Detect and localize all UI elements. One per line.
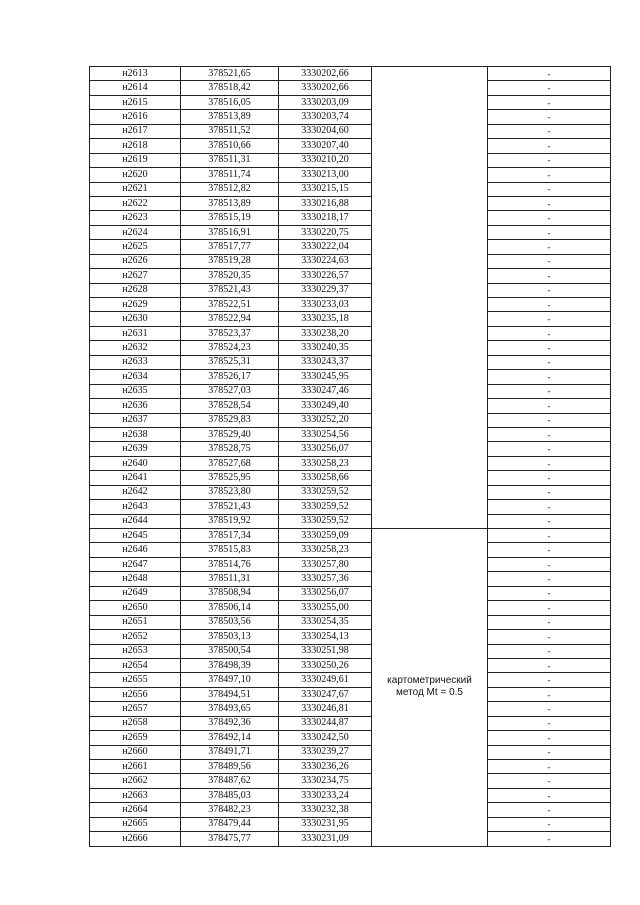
point-name-cell: н2614 [90,81,181,95]
x-coordinate-cell: 378527,03 [181,384,279,398]
y-coordinate-cell: 3330231,95 [279,817,372,831]
point-name-cell: н2663 [90,788,181,802]
accuracy-cell: - [488,543,611,557]
y-coordinate-cell: 3330258,66 [279,471,372,485]
x-coordinate-cell: 378529,40 [181,427,279,441]
accuracy-cell: - [488,370,611,384]
y-coordinate-cell: 3330239,27 [279,745,372,759]
accuracy-cell: - [488,196,611,210]
coordinates-table [89,66,611,847]
y-coordinate-cell: 3330251,98 [279,644,372,658]
x-coordinate-cell: 378522,94 [181,312,279,326]
accuracy-cell: - [488,760,611,774]
point-name-cell: н2660 [90,745,181,759]
table-row [90,760,611,774]
table-row [90,298,611,312]
point-name-cell: н2616 [90,110,181,124]
x-coordinate-cell: 378515,83 [181,543,279,557]
table-row [90,644,611,658]
x-coordinate-cell: 378520,35 [181,269,279,283]
table-row [90,442,611,456]
accuracy-cell: - [488,630,611,644]
accuracy-cell: - [488,774,611,788]
point-name-cell: н2631 [90,326,181,340]
table-row [90,687,611,701]
accuracy-cell: - [488,326,611,340]
x-coordinate-cell: 378528,75 [181,442,279,456]
x-coordinate-cell: 378487,62 [181,774,279,788]
table-row [90,139,611,153]
x-coordinate-cell: 378521,43 [181,500,279,514]
y-coordinate-cell: 3330256,07 [279,586,372,600]
table-row [90,341,611,355]
y-coordinate-cell: 3330257,80 [279,557,372,571]
point-name-cell: н2620 [90,168,181,182]
y-coordinate-cell: 3330254,13 [279,630,372,644]
point-name-cell: н2639 [90,442,181,456]
accuracy-cell: - [488,716,611,730]
point-name-cell: н2661 [90,760,181,774]
table-row [90,399,611,413]
x-coordinate-cell: 378511,31 [181,572,279,586]
table-row [90,601,611,615]
table-row [90,326,611,340]
table-row [90,211,611,225]
y-coordinate-cell: 3330215,15 [279,182,372,196]
point-name-cell: н2654 [90,658,181,672]
x-coordinate-cell: 378482,23 [181,803,279,817]
x-coordinate-cell: 378523,80 [181,485,279,499]
table-row [90,774,611,788]
x-coordinate-cell: 378511,52 [181,124,279,138]
point-name-cell: н2651 [90,615,181,629]
accuracy-cell: - [488,687,611,701]
table-row [90,615,611,629]
point-name-cell: н2658 [90,716,181,730]
y-coordinate-cell: 3330204,60 [279,124,372,138]
y-coordinate-cell: 3330254,35 [279,615,372,629]
point-name-cell: н2634 [90,370,181,384]
accuracy-cell: - [488,557,611,571]
y-coordinate-cell: 3330220,75 [279,225,372,239]
y-coordinate-cell: 3330259,52 [279,500,372,514]
point-name-cell: н2626 [90,254,181,268]
point-name-cell: н2650 [90,601,181,615]
x-coordinate-cell: 378516,91 [181,225,279,239]
accuracy-cell: - [488,341,611,355]
y-coordinate-cell: 3330258,23 [279,456,372,470]
accuracy-cell: - [488,139,611,153]
table-row [90,413,611,427]
y-coordinate-cell: 3330233,24 [279,788,372,802]
x-coordinate-cell: 378522,51 [181,298,279,312]
x-coordinate-cell: 378516,05 [181,95,279,109]
accuracy-cell: - [488,110,611,124]
x-coordinate-cell: 378497,10 [181,673,279,687]
x-coordinate-cell: 378511,31 [181,153,279,167]
accuracy-cell: - [488,572,611,586]
accuracy-cell: - [488,702,611,716]
x-coordinate-cell: 378529,83 [181,413,279,427]
accuracy-cell: - [488,731,611,745]
accuracy-cell: - [488,817,611,831]
accuracy-cell: - [488,124,611,138]
table-row [90,312,611,326]
y-coordinate-cell: 3330247,67 [279,687,372,701]
y-coordinate-cell: 3330235,18 [279,312,372,326]
x-coordinate-cell: 378527,68 [181,456,279,470]
table-row [90,384,611,398]
accuracy-cell: - [488,615,611,629]
accuracy-cell: - [488,442,611,456]
x-coordinate-cell: 378489,56 [181,760,279,774]
point-name-cell: н2649 [90,586,181,600]
x-coordinate-cell: 378493,65 [181,702,279,716]
accuracy-cell: - [488,168,611,182]
y-coordinate-cell: 3330257,36 [279,572,372,586]
point-name-cell: н2630 [90,312,181,326]
table-row [90,557,611,571]
table-row [90,702,611,716]
point-name-cell: н2622 [90,196,181,210]
y-coordinate-cell: 3330218,17 [279,211,372,225]
accuracy-cell: - [488,413,611,427]
x-coordinate-cell: 378513,89 [181,196,279,210]
table-row [90,95,611,109]
table-row [90,254,611,268]
accuracy-cell: - [488,312,611,326]
point-name-cell: н2666 [90,832,181,846]
point-name-cell: н2627 [90,269,181,283]
y-coordinate-cell: 3330210,20 [279,153,372,167]
accuracy-cell: - [488,427,611,441]
accuracy-cell: - [488,832,611,846]
y-coordinate-cell: 3330232,38 [279,803,372,817]
x-coordinate-cell: 378518,42 [181,81,279,95]
y-coordinate-cell: 3330252,20 [279,413,372,427]
x-coordinate-cell: 378503,56 [181,615,279,629]
accuracy-cell: - [488,95,611,109]
y-coordinate-cell: 3330247,46 [279,384,372,398]
accuracy-cell: - [488,514,611,528]
y-coordinate-cell: 3330245,95 [279,370,372,384]
table-row [90,716,611,730]
y-coordinate-cell: 3330243,37 [279,355,372,369]
point-name-cell: н2638 [90,427,181,441]
table-row [90,543,611,557]
method-cell: картометрический метод Mt = 0.5 [372,529,488,847]
point-name-cell: н2655 [90,673,181,687]
y-coordinate-cell: 3330213,00 [279,168,372,182]
point-name-cell: н2633 [90,355,181,369]
table-row [90,269,611,283]
table-row [90,124,611,138]
point-name-cell: н2615 [90,95,181,109]
x-coordinate-cell: 378500,54 [181,644,279,658]
y-coordinate-cell: 3330222,04 [279,240,372,254]
accuracy-cell: - [488,153,611,167]
accuracy-cell: - [488,298,611,312]
x-coordinate-cell: 378519,28 [181,254,279,268]
point-name-cell: н2653 [90,644,181,658]
y-coordinate-cell: 3330259,52 [279,514,372,528]
table-row [90,81,611,95]
y-coordinate-cell: 3330254,56 [279,427,372,441]
x-coordinate-cell: 378523,37 [181,326,279,340]
point-name-cell: н2629 [90,298,181,312]
x-coordinate-cell: 378521,43 [181,283,279,297]
x-coordinate-cell: 378514,76 [181,557,279,571]
table-row [90,153,611,167]
accuracy-cell: - [488,500,611,514]
accuracy-cell: - [488,182,611,196]
table-row [90,731,611,745]
accuracy-cell: - [488,601,611,615]
accuracy-cell: - [488,67,611,81]
y-coordinate-cell: 3330202,66 [279,81,372,95]
accuracy-cell: - [488,644,611,658]
y-coordinate-cell: 3330202,66 [279,67,372,81]
point-name-cell: н2636 [90,399,181,413]
accuracy-cell: - [488,240,611,254]
x-coordinate-cell: 378510,66 [181,139,279,153]
coordinates-table-body [90,67,611,847]
point-name-cell: н2632 [90,341,181,355]
table-row [90,485,611,499]
y-coordinate-cell: 3330216,88 [279,196,372,210]
y-coordinate-cell: 3330229,37 [279,283,372,297]
y-coordinate-cell: 3330250,26 [279,658,372,672]
y-coordinate-cell: 3330249,61 [279,673,372,687]
point-name-cell: н2644 [90,514,181,528]
table-row [90,514,611,528]
y-coordinate-cell: 3330255,00 [279,601,372,615]
y-coordinate-cell: 3330203,09 [279,95,372,109]
y-coordinate-cell: 3330224,63 [279,254,372,268]
point-name-cell: н2664 [90,803,181,817]
x-coordinate-cell: 378475,77 [181,832,279,846]
table-row [90,370,611,384]
point-name-cell: н2646 [90,543,181,557]
y-coordinate-cell: 3330203,74 [279,110,372,124]
table-row [90,196,611,210]
point-name-cell: н2662 [90,774,181,788]
x-coordinate-cell: 378519,92 [181,514,279,528]
x-coordinate-cell: 378494,51 [181,687,279,701]
table-row [90,500,611,514]
x-coordinate-cell: 378485,03 [181,788,279,802]
point-name-cell: н2621 [90,182,181,196]
accuracy-cell: - [488,81,611,95]
accuracy-cell: - [488,225,611,239]
x-coordinate-cell: 378525,31 [181,355,279,369]
y-coordinate-cell: 3330256,07 [279,442,372,456]
table-row [90,817,611,831]
x-coordinate-cell: 378511,74 [181,168,279,182]
x-coordinate-cell: 378498,39 [181,658,279,672]
table-row [90,182,611,196]
point-name-cell: н2635 [90,384,181,398]
x-coordinate-cell: 378479,44 [181,817,279,831]
point-name-cell: н2642 [90,485,181,499]
point-name-cell: н2656 [90,687,181,701]
point-name-cell: н2625 [90,240,181,254]
y-coordinate-cell: 3330231,09 [279,832,372,846]
accuracy-cell: - [488,529,611,543]
point-name-cell: н2647 [90,557,181,571]
table-row [90,67,611,81]
x-coordinate-cell: 378525,95 [181,471,279,485]
x-coordinate-cell: 378492,14 [181,731,279,745]
x-coordinate-cell: 378512,82 [181,182,279,196]
y-coordinate-cell: 3330242,50 [279,731,372,745]
y-coordinate-cell: 3330234,75 [279,774,372,788]
table-row [90,168,611,182]
y-coordinate-cell: 3330207,40 [279,139,372,153]
accuracy-cell: - [488,254,611,268]
point-name-cell: н2665 [90,817,181,831]
table-row [90,110,611,124]
accuracy-cell: - [488,471,611,485]
y-coordinate-cell: 3330246,81 [279,702,372,716]
table-row [90,586,611,600]
point-name-cell: н2618 [90,139,181,153]
point-name-cell: н2652 [90,630,181,644]
y-coordinate-cell: 3330259,09 [279,529,372,543]
point-name-cell: н2623 [90,211,181,225]
x-coordinate-cell: 378515,19 [181,211,279,225]
table-row [90,355,611,369]
point-name-cell: н2628 [90,283,181,297]
accuracy-cell: - [488,456,611,470]
y-coordinate-cell: 3330249,40 [279,399,372,413]
point-name-cell: н2643 [90,500,181,514]
table-row [90,283,611,297]
accuracy-cell: - [488,658,611,672]
y-coordinate-cell: 3330236,26 [279,760,372,774]
x-coordinate-cell: 378526,17 [181,370,279,384]
table-row [90,745,611,759]
accuracy-cell: - [488,355,611,369]
y-coordinate-cell: 3330244,87 [279,716,372,730]
y-coordinate-cell: 3330226,57 [279,269,372,283]
table-row [90,572,611,586]
x-coordinate-cell: 378491,71 [181,745,279,759]
x-coordinate-cell: 378513,89 [181,110,279,124]
accuracy-cell: - [488,384,611,398]
point-name-cell: н2624 [90,225,181,239]
point-name-cell: н2617 [90,124,181,138]
table-row [90,427,611,441]
table-row [90,803,611,817]
table-row [90,788,611,802]
table-row [90,658,611,672]
table-row [90,240,611,254]
table-row [90,471,611,485]
point-name-cell: н2613 [90,67,181,81]
y-coordinate-cell: 3330240,35 [279,341,372,355]
x-coordinate-cell: 378517,77 [181,240,279,254]
x-coordinate-cell: 378528,54 [181,399,279,413]
x-coordinate-cell: 378524,23 [181,341,279,355]
table-row [90,225,611,239]
method-cell [372,67,488,529]
accuracy-cell: - [488,269,611,283]
point-name-cell: н2645 [90,529,181,543]
accuracy-cell: - [488,399,611,413]
accuracy-cell: - [488,745,611,759]
accuracy-cell: - [488,485,611,499]
table-row [90,832,611,846]
accuracy-cell: - [488,586,611,600]
x-coordinate-cell: 378521,65 [181,67,279,81]
point-name-cell: н2657 [90,702,181,716]
y-coordinate-cell: 3330233,03 [279,298,372,312]
table-row [90,673,611,687]
point-name-cell: н2648 [90,572,181,586]
accuracy-cell: - [488,211,611,225]
accuracy-cell: - [488,283,611,297]
y-coordinate-cell: 3330259,52 [279,485,372,499]
x-coordinate-cell: 378506,14 [181,601,279,615]
table-row [90,456,611,470]
accuracy-cell: - [488,803,611,817]
point-name-cell: н2619 [90,153,181,167]
point-name-cell: н2641 [90,471,181,485]
table-row [90,529,611,543]
accuracy-cell: - [488,673,611,687]
x-coordinate-cell: 378503,13 [181,630,279,644]
x-coordinate-cell: 378492,36 [181,716,279,730]
table-row [90,630,611,644]
point-name-cell: н2659 [90,731,181,745]
y-coordinate-cell: 3330238,20 [279,326,372,340]
x-coordinate-cell: 378508,94 [181,586,279,600]
point-name-cell: н2637 [90,413,181,427]
y-coordinate-cell: 3330258,23 [279,543,372,557]
x-coordinate-cell: 378517,34 [181,529,279,543]
accuracy-cell: - [488,788,611,802]
point-name-cell: н2640 [90,456,181,470]
